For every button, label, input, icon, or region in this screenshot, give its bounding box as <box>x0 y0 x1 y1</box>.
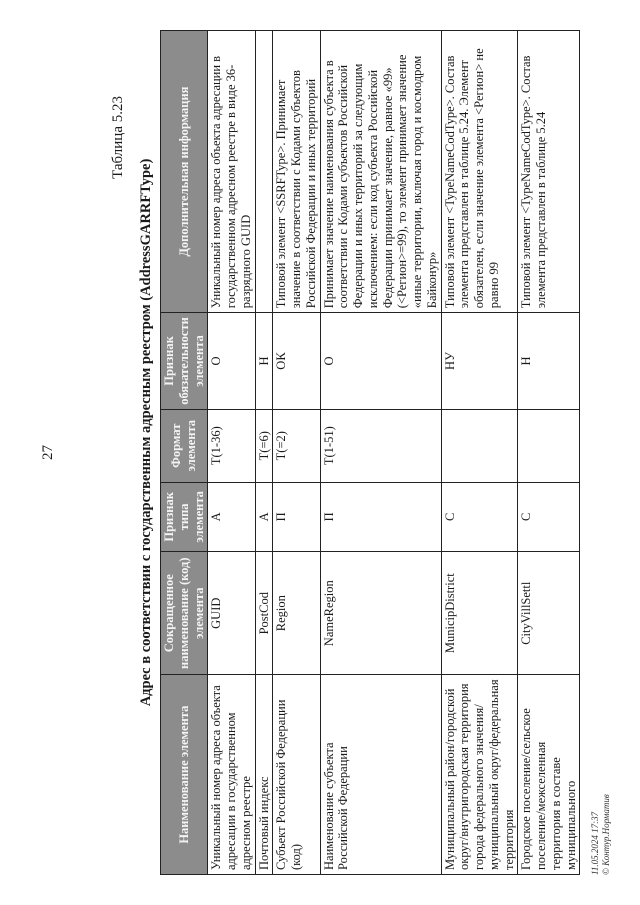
page-number: 27 <box>40 445 56 460</box>
cell-code: PostCod <box>255 552 273 675</box>
cell-name: Субъект Российской Федерации (код) <box>273 675 320 875</box>
cell-required: Н <box>518 313 580 410</box>
cell-name: Муниципальный район/городской округ/внутригородская территория города федерального значения/муниципальный округ/федеральная территория <box>441 675 518 875</box>
cell-code: NameRegion <box>320 552 441 675</box>
header-cell-name: Наименование элемента <box>161 675 208 875</box>
header-cell-format: Формат элемента <box>161 409 208 482</box>
cell-format <box>441 409 518 482</box>
footer-date: 11.05.2024 17:37 <box>590 811 600 875</box>
footer-source: © Контур.Норматив <box>600 794 611 875</box>
cell-name: Наименование субъекта Российской Федерации <box>320 675 441 875</box>
header-cell-info: Дополнительная информация <box>161 31 208 313</box>
cell-format: T(=6) <box>255 409 273 482</box>
table-row <box>255 31 273 875</box>
cell-name: Почтовый индекс <box>255 675 273 875</box>
cell-type: П <box>273 482 320 551</box>
header-row <box>161 31 208 875</box>
cell-type: П <box>320 482 441 551</box>
cell-required: О <box>320 313 441 410</box>
cell-code: CityVillSettl <box>518 552 580 675</box>
cell-info: Типовой элемент <TypeNameCodType>. Состав элемента представлен в таблице 5.24 <box>518 31 580 313</box>
cell-format: T(1-51) <box>320 409 441 482</box>
cell-required: ОК <box>273 313 320 410</box>
cell-info <box>255 31 273 313</box>
cell-type: А <box>255 482 273 551</box>
cell-type: С <box>441 482 518 551</box>
cell-info: Уникальный номер адреса объекта адресации в государственном адресном реестре в виде 36-разрядного GUID <box>208 31 255 313</box>
cell-type: А <box>208 482 255 551</box>
header-cell-required: Признак обязательности элемента <box>161 313 208 410</box>
table-row <box>273 31 320 875</box>
cell-format: T(1-36) <box>208 409 255 482</box>
cell-required: Н <box>255 313 273 410</box>
address-table <box>160 30 580 875</box>
cell-info: Типовой элемент <SSRFType>. Принимает значение в соответствии с Кодами субъектов Российской Федерации и иных территорий <box>273 31 320 313</box>
table-label: Таблица 5.23 <box>110 96 126 179</box>
cell-name: Уникальный номер адреса объекта адресации в государственном адресном реестре <box>208 675 255 875</box>
footer-stamp <box>590 794 612 875</box>
table-row <box>518 31 580 875</box>
cell-code: Region <box>273 552 320 675</box>
cell-type: С <box>518 482 580 551</box>
table-row <box>320 31 441 875</box>
cell-required: О <box>208 313 255 410</box>
cell-format <box>518 409 580 482</box>
cell-format: T(=2) <box>273 409 320 482</box>
header-cell-code: Сокращенное наименование (код) элемента <box>161 552 208 675</box>
table-caption: Адрес в соответствии с государственным адресным реестром (AddressGARRFType) <box>138 158 154 707</box>
table-row <box>208 31 255 875</box>
cell-code: GUID <box>208 552 255 675</box>
cell-code: MunicipDistrict <box>441 552 518 675</box>
cell-required: НУ <box>441 313 518 410</box>
cell-name: Городское поселение/сельское поселение/межселенная территория в составе муниципального <box>518 675 580 875</box>
cell-info: Принимает значение наименования субъекта в соответствии с Кодами субъектов Российской Федерации и иных территорий за следующим исключением: если код субъекта Российской Федерации принимает значение, равное «99» (<Регион>=99), то элемент принимает значение «иные территории, включая город и космодром Байконур» <box>320 31 441 313</box>
header-cell-type: Признак типа элемента <box>161 482 208 551</box>
cell-info: Типовой элемент <TypeNameCodType>. Состав элемента представлен в таблице 5.24. Элемент обязателен, если значение элемента <Регион> не равно 99 <box>441 31 518 313</box>
table-row <box>441 31 518 875</box>
